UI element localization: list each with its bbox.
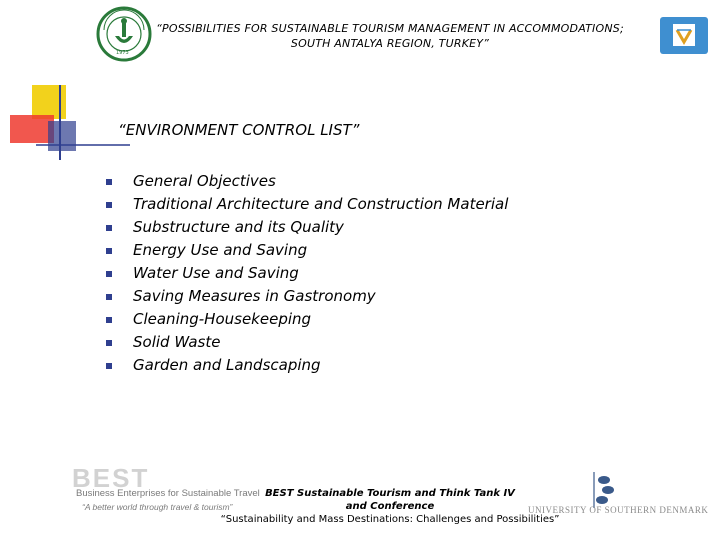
right-institution-logo [660, 17, 708, 54]
bullet-square-icon [106, 179, 112, 185]
best-logo-mark: BEST [72, 463, 150, 493]
list-item: Saving Measures in Gastronomy [106, 285, 508, 308]
list-item: Solid Waste [106, 331, 508, 354]
header-title-line-1: “POSSIBILITIES FOR SUSTAINABLE TOURISM MANAGEMENT IN ACCOMMODATIONS; [156, 22, 624, 35]
bullet-square-icon [106, 248, 112, 254]
list-item: Traditional Architecture and Construction Material [106, 193, 508, 216]
list-item: Cleaning-Housekeeping [106, 308, 508, 331]
footer-line-2: and Conference [345, 501, 435, 512]
bullet-square-icon [106, 317, 112, 323]
presentation-header-title [130, 21, 650, 51]
bullet-square-icon [106, 271, 112, 277]
best-logo-name: Business Enterprises for Sustainable Travel [76, 488, 260, 499]
decorative-squares-graphic [10, 85, 130, 165]
list-item: Water Use and Saving [106, 262, 508, 285]
footer-line-1: BEST Sustainable Tourism and Think Tank IV [265, 488, 515, 499]
best-logo-tagline: “A better world through travel & tourism” [82, 502, 233, 512]
slide-title: “ENVIRONMENT CONTROL LIST” [118, 121, 360, 139]
bullet-square-icon [106, 202, 112, 208]
left-logo-year: 1973 [116, 50, 129, 56]
bullet-square-icon [106, 294, 112, 300]
list-item: Garden and Landscaping [106, 354, 508, 377]
university-southern-denmark-logo-icon [584, 470, 620, 510]
footer-line-3: “Sustainability and Mass Destinations: Challenges and Possibilities” [220, 514, 560, 525]
list-item: Substructure and its Quality [106, 216, 508, 239]
university-name: UNIVERSITY OF SOUTHERN DENMARK [528, 505, 709, 515]
control-list [106, 170, 508, 377]
bullet-square-icon [106, 363, 112, 369]
bullet-square-icon [106, 225, 112, 231]
bullet-square-icon [106, 340, 112, 346]
list-item: General Objectives [106, 170, 508, 193]
header-title-line-2: SOUTH ANTALYA REGION, TURKEY” [290, 37, 490, 50]
list-item: Energy Use and Saving [106, 239, 508, 262]
